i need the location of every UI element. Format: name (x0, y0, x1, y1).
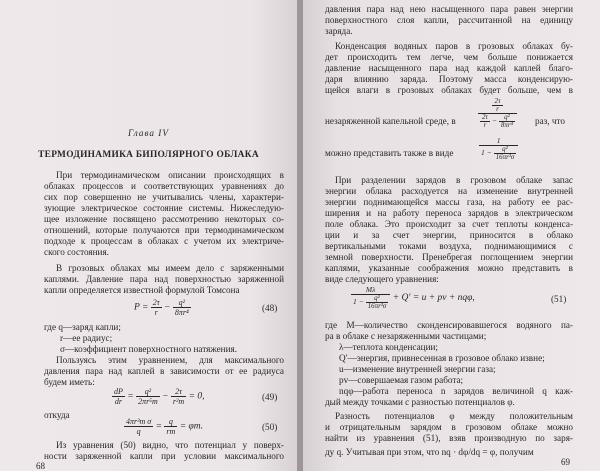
text-line: каплями, указанные соображения можно представить в (325, 263, 573, 273)
text-line: ра в облаке с незаряженными частицами; (325, 331, 487, 341)
text-line: дый между точками с разностью потенциалов φ. (325, 397, 515, 407)
text-line: В грозовых облаках мы имеем дело с заряженными (56, 263, 284, 273)
text-line: облаках процессов и соответствующих уравнениях до (44, 181, 284, 191)
text-line: Пользуясь этим уравнением, для максимального (56, 355, 284, 365)
text-line: ности заряженной капли при условии максимального (44, 451, 284, 461)
alt-formula: 1 1 − $\frac{\text{q²}}{\text{16πr³σ}}$ (479, 137, 518, 161)
text-line: раз, что (535, 116, 566, 126)
text-line: λ—теплота конденсации; (339, 342, 438, 352)
equation-49: $\frac{dP}{dr}$ = $\frac{\text{q²}}{\text{2πr⁵m}}$ − $\frac{2\tau}{\text{r²m}}$ = 0, (114, 387, 205, 406)
page-number: 68 (36, 461, 45, 471)
text-line: ширения и на работу переноса зарядов в электрическом (325, 208, 573, 218)
text-line: ского состояния. (44, 247, 109, 257)
text-line: виде следующего уравнения: (325, 274, 439, 284)
text-line: энергии облака расходуется на изменение внутренней (325, 186, 573, 196)
text-line: ции и за счет энергии, приносится в облако (325, 230, 573, 240)
text-line: вертикальными токами воздуха, поднимающимися с (325, 241, 573, 251)
text-line: каплями. Давление пара над поверхностью заряженной (44, 274, 284, 284)
text-line: откуда (44, 410, 70, 420)
text-line: Из уравнения (50) видно, что потенциал у поверх- (56, 440, 284, 450)
text-line: r—ее радиус; (60, 333, 113, 343)
text-line: даря влиянию заряда. Поэтому масса конденсирую- (325, 74, 573, 84)
right-page (303, 0, 600, 471)
text-line: давления пара над нею насыщенного пара равен энергии (325, 4, 573, 14)
text-line: где M—количество сконденсировавшегося водяного па- (325, 320, 573, 330)
text-line: и отрицательным зарядом в грозовом облаке можно (325, 422, 573, 432)
text-line: u—изменение внутренней энергии газа; (339, 364, 496, 374)
text-line: pv—совершаемая газом работа; (339, 375, 464, 385)
text-line: Конденсация водяных паров в грозовых облаках бу- (335, 41, 573, 51)
equation-51: Mλ 1 − $\frac{\text{q²}}{\text{16πr³σ}}$ + Q′ = u + pv + nqφ, (353, 285, 475, 310)
text-line: дет происходить тем легче, чем больше понижается (325, 52, 573, 62)
text-line: поверхностного слоя капли, рассчитанной на единицу (325, 15, 573, 25)
text-line: ду q. Учитывая при этом, что nq · dφ/dq = φ, получим (325, 447, 534, 457)
equation-48: P = $\frac{2\tau}{r}$ − $\frac{\text{q²}}{\text{8πr⁴}}$ (134, 298, 189, 317)
text-line: незаряженной капельной среде, в (325, 116, 456, 126)
equation-number: (49) (262, 392, 278, 402)
text-line: При разделении зарядов в грозовом облаке запас (335, 175, 573, 185)
text-line: где q—заряд капли; (44, 322, 121, 332)
text-line: При термодинамическом описании происходящих в (56, 170, 284, 180)
text-line: земной поверхности. Пренебрегая поглощением энергии (325, 252, 573, 262)
chapter-label: Глава IV (128, 128, 169, 138)
page-number: 69 (561, 457, 570, 467)
text-line: σ—коэффициент поверхностного натяжения. (60, 344, 238, 354)
left-page (0, 0, 297, 471)
text-line: щее изложение посвящено рассмотрению некоторых со- (44, 214, 284, 224)
text-line: можно представить также в виде (325, 148, 454, 158)
text-line: найти из уравнения (51), взяв производную по заря- (325, 433, 573, 443)
text-line: Разность потенциалов φ между положительным (335, 411, 573, 421)
text-line: заряда. (325, 26, 353, 36)
text-line: отношений, которые получаются при термодинамическом (44, 225, 284, 235)
equation-number: (50) (262, 422, 278, 432)
text-line: энергии поднимающейся массы газа, на работу ее рас- (325, 197, 573, 207)
text-line: зующие электрическое состояние системы. Нижеследую- (44, 203, 284, 213)
text-line: будем иметь: (44, 377, 95, 387)
equation-number: (48) (262, 303, 278, 313)
text-line: подходе к процессам в облаках с учетом их электриче- (44, 236, 284, 246)
text-line: Q′—энергия, привнесенная в грозовое облако извне; (339, 353, 545, 363)
ratio-formula: $\frac{2\tau}{r}$ $\frac{2\tau}{r}$ − $\frac{\text{q²}}{\text{8πr⁴}}$ (478, 98, 517, 129)
equation-number: (51) (551, 294, 567, 304)
text-line: капли определяется известной формулой Томсона (44, 285, 240, 295)
chapter-title: ТЕРМОДИНАМИКА БИПОЛЯРНОГО ОБЛАКА (38, 150, 259, 160)
text-line: щейся влаги в грозовых облаках будет больше, чем в (325, 85, 573, 95)
text-line: давление насыщенного пара над каждой каплей благо- (325, 63, 573, 73)
equation-50: $\frac{\text{4πr³m σ}}{q}$ = $\frac{q}{rm}$ = φm. (126, 417, 203, 436)
text-line: nqφ—работа переноса n зарядов величиной q каж- (339, 386, 573, 396)
text-line: давления пара над каплей в зависимости от ее радиуса (44, 366, 284, 376)
text-line: поле облака. Это происходит за счет теплоты конденса- (325, 219, 573, 229)
text-line: сих пор совершенно не учитывались члены, характери- (44, 192, 284, 202)
